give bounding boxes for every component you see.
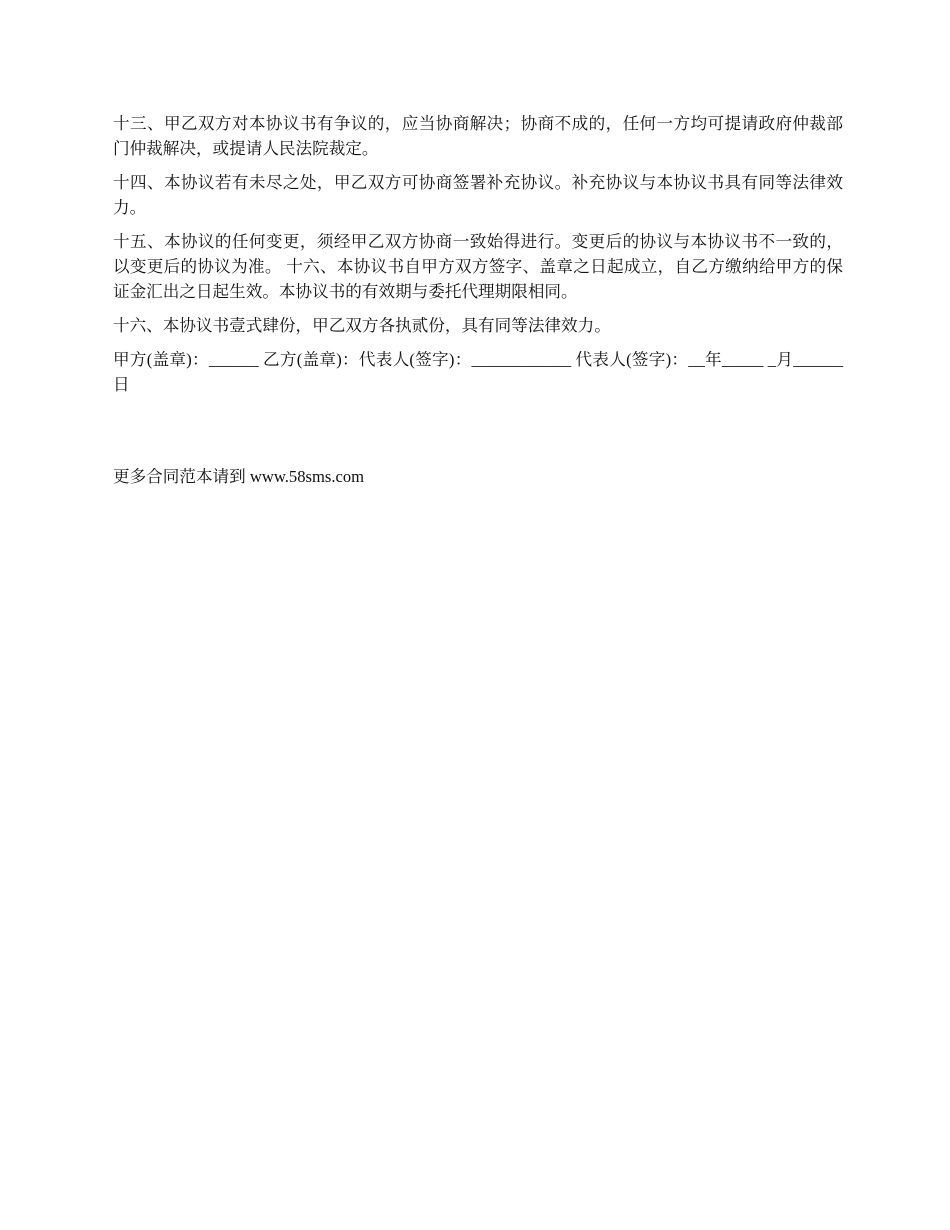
clause-15: 十五、本协议的任何变更，须经甲乙双方协商一致始得进行。变更后的协议与本协议书不一致的，以变更后的协议为准。 十六、本协议书自甲方双方签字、盖章之日起成立，自乙方缴纳给甲方的保证金汇出之日起生效。本协议书的有效期与委托代理期限相同。 — [113, 232, 843, 301]
clause-16: 十六、本协议书壹式肆份，甲乙双方各执贰份，具有同等法律效力。 — [113, 316, 611, 335]
signature-line: 甲方(盖章)：______ 乙方(盖章)：代表人(签字)：____________ 代表人(签字)：__年_____ _月______日 — [113, 350, 843, 394]
footer-link-text: 更多合同范本请到 www.58sms.com — [113, 467, 365, 486]
clause-13: 十三、甲乙双方对本协议书有争议的，应当协商解决；协商不成的，任何一方均可提请政府仲裁部门仲裁解决，或提请人民法院裁定。 — [113, 114, 843, 158]
clause-14: 十四、本协议若有未尽之处，甲乙双方可协商签署补充协议。补充协议与本协议书具有同等法律效力。 — [113, 173, 843, 217]
document-body — [113, 111, 843, 406]
